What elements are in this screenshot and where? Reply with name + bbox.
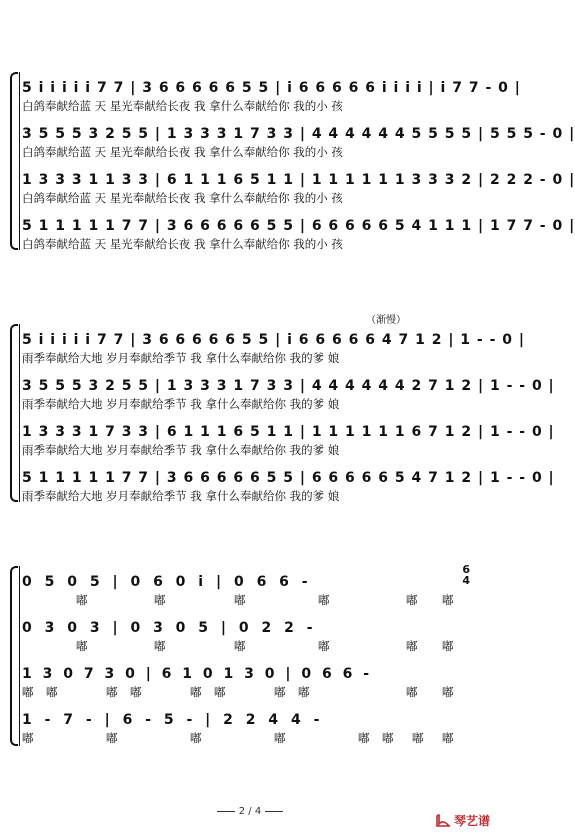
part-lyrics: 白鸽奉献给蓝 天 星光奉献给长夜 我 拿什么奉献给你 我的小 孩 — [22, 99, 343, 113]
part-notes: 0 5 0 5 | 0 6 0 i | 0 6 6 - — [22, 574, 309, 590]
part-notes: 1 3 3 3 1 1 3 3 | 6 1 1 1 6 5 1 1 | 1 1 1 1 1 1 3 3 3 2 | 2 2 2 - 0 | — [22, 172, 575, 188]
part-lyrics — [22, 730, 490, 746]
lyric-syllable: 嘟 — [442, 593, 454, 607]
part-notes: 1 - 7 - | 6 - 5 - | 2 2 4 4 - — [22, 712, 321, 728]
part-notes: 3 5 5 5 3 2 5 5 | 1 3 3 3 1 7 3 3 | 4 4 4 4 4 4 2 7 1 2 | 1 - - 0 | — [22, 378, 555, 394]
part-lyrics — [22, 638, 490, 654]
page-number: 2 / 4 — [238, 806, 262, 817]
part-lyrics: 白鸽奉献给蓝 天 星光奉献给长夜 我 拿什么奉献给你 我的小 孩 — [22, 145, 343, 159]
logo-text: 琴艺谱 — [453, 814, 490, 828]
part-2 — [22, 616, 490, 656]
part-4 — [22, 466, 555, 506]
part-notes: 5 1 1 1 1 1 7 7 | 3 6 6 6 6 6 5 5 | 6 6 6 6 6 5 4 1 1 1 | 1 7 7 - 0 | — [22, 218, 575, 234]
system-brace — [10, 72, 18, 250]
part-notes: 3 5 5 5 3 2 5 5 | 1 3 3 3 1 7 3 3 | 4 4 4 4 4 4 5 5 5 5 | 5 5 5 - 0 | — [22, 126, 575, 142]
lyric-syllable: 嘟 — [318, 593, 330, 607]
page-footer — [0, 806, 500, 817]
lyric-syllable: 嘟 — [318, 639, 330, 653]
part-lyrics — [22, 684, 490, 700]
lyric-syllable: 嘟 — [22, 685, 34, 699]
part-3 — [22, 168, 575, 208]
lyric-syllable: 嘟 — [234, 639, 246, 653]
part-lyrics — [22, 592, 490, 608]
lyric-syllable: 嘟 — [76, 593, 88, 607]
lyric-syllable: 嘟 — [154, 639, 166, 653]
lyric-syllable: 嘟 — [406, 593, 418, 607]
part-lyrics: 雨季奉献给大地 岁月奉献给季节 我 拿什么奉献给你 我的爹 娘 — [22, 397, 340, 411]
part-lyrics: 雨季奉献给大地 岁月奉献给季节 我 拿什么奉献给你 我的爹 娘 — [22, 351, 340, 365]
part-notes: 1 3 0 7 3 0 | 6 1 0 1 3 0 | 0 6 6 - — [22, 666, 371, 682]
lyric-syllable: 嘟 — [274, 731, 286, 745]
lyric-syllable: 嘟 — [106, 731, 118, 745]
part-4 — [22, 708, 490, 748]
part-notes: 1 3 3 3 1 7 3 3 | 6 1 1 1 6 5 1 1 | 1 1 1 1 1 1 6 7 1 2 | 1 - - 0 | — [22, 424, 555, 440]
part-notes: 5 i i i i i 7 7 | 3 6 6 6 6 6 5 5 | i 6 6 6 6 6 4 7 1 2 | 1 - - 0 | — [22, 332, 526, 348]
part-1 — [22, 76, 521, 116]
part-4 — [22, 214, 575, 254]
brand-logo — [435, 812, 490, 829]
part-notes: 0 3 0 3 | 0 3 0 5 | 0 2 2 - — [22, 620, 314, 636]
part-2 — [22, 122, 575, 162]
system-3 — [10, 563, 490, 746]
tempo-annotation: （渐慢） — [366, 315, 406, 326]
part-1 — [22, 563, 490, 610]
lyric-syllable: 嘟 — [76, 639, 88, 653]
lyric-syllable: 嘟 — [274, 685, 286, 699]
system-bracket-line — [19, 72, 20, 250]
part-lyrics: 雨季奉献给大地 岁月奉献给季节 我 拿什么奉献给你 我的爹 娘 — [22, 489, 340, 503]
lyric-syllable: 嘟 — [442, 731, 454, 745]
chord-marking: 6 4 — [462, 563, 470, 587]
part-3 — [22, 420, 555, 460]
lyric-syllable: 嘟 — [412, 731, 424, 745]
footer-rule-right — [265, 811, 283, 812]
system-brace — [10, 324, 18, 502]
lyric-syllable: 嘟 — [298, 685, 310, 699]
part-lyrics: 白鸽奉献给蓝 天 星光奉献给长夜 我 拿什么奉献给你 我的小 孩 — [22, 237, 343, 251]
lyric-syllable: 嘟 — [442, 639, 454, 653]
system-bracket-line — [19, 566, 20, 746]
part-1 — [22, 328, 526, 368]
lyric-syllable: 嘟 — [46, 685, 58, 699]
lyric-syllable: 嘟 — [106, 685, 118, 699]
lyric-syllable: 嘟 — [406, 685, 418, 699]
part-3 — [22, 662, 490, 702]
logo-mark-icon — [435, 814, 451, 828]
part-notes: 5 1 1 1 1 1 7 7 | 3 6 6 6 6 6 5 5 | 6 6 6 6 6 5 4 7 1 2 | 1 - - 0 | — [22, 470, 555, 486]
lyric-syllable: 嘟 — [358, 731, 370, 745]
system-2 — [10, 324, 555, 503]
lyric-syllable: 嘟 — [442, 685, 454, 699]
lyric-syllable: 嘟 — [190, 731, 202, 745]
lyric-syllable: 嘟 — [214, 685, 226, 699]
part-lyrics: 雨季奉献给大地 岁月奉献给季节 我 拿什么奉献给你 我的爹 娘 — [22, 443, 340, 457]
lyric-syllable: 嘟 — [190, 685, 202, 699]
system-brace — [10, 566, 18, 746]
lyric-syllable: 嘟 — [234, 593, 246, 607]
lyric-syllable: 嘟 — [382, 731, 394, 745]
footer-rule-left — [217, 811, 235, 812]
part-lyrics: 白鸽奉献给蓝 天 星光奉献给长夜 我 拿什么奉献给你 我的小 孩 — [22, 191, 343, 205]
system-bracket-line — [19, 324, 20, 502]
part-2 — [22, 374, 555, 414]
lyric-syllable: 嘟 — [130, 685, 142, 699]
lyric-syllable: 嘟 — [22, 731, 34, 745]
lyric-syllable: 嘟 — [406, 639, 418, 653]
part-notes: 5 i i i i i 7 7 | 3 6 6 6 6 6 5 5 | i 6 6 6 6 6 i i i i | i 7 7 - 0 | — [22, 80, 521, 96]
lyric-syllable: 嘟 — [154, 593, 166, 607]
system-1 — [10, 72, 575, 251]
